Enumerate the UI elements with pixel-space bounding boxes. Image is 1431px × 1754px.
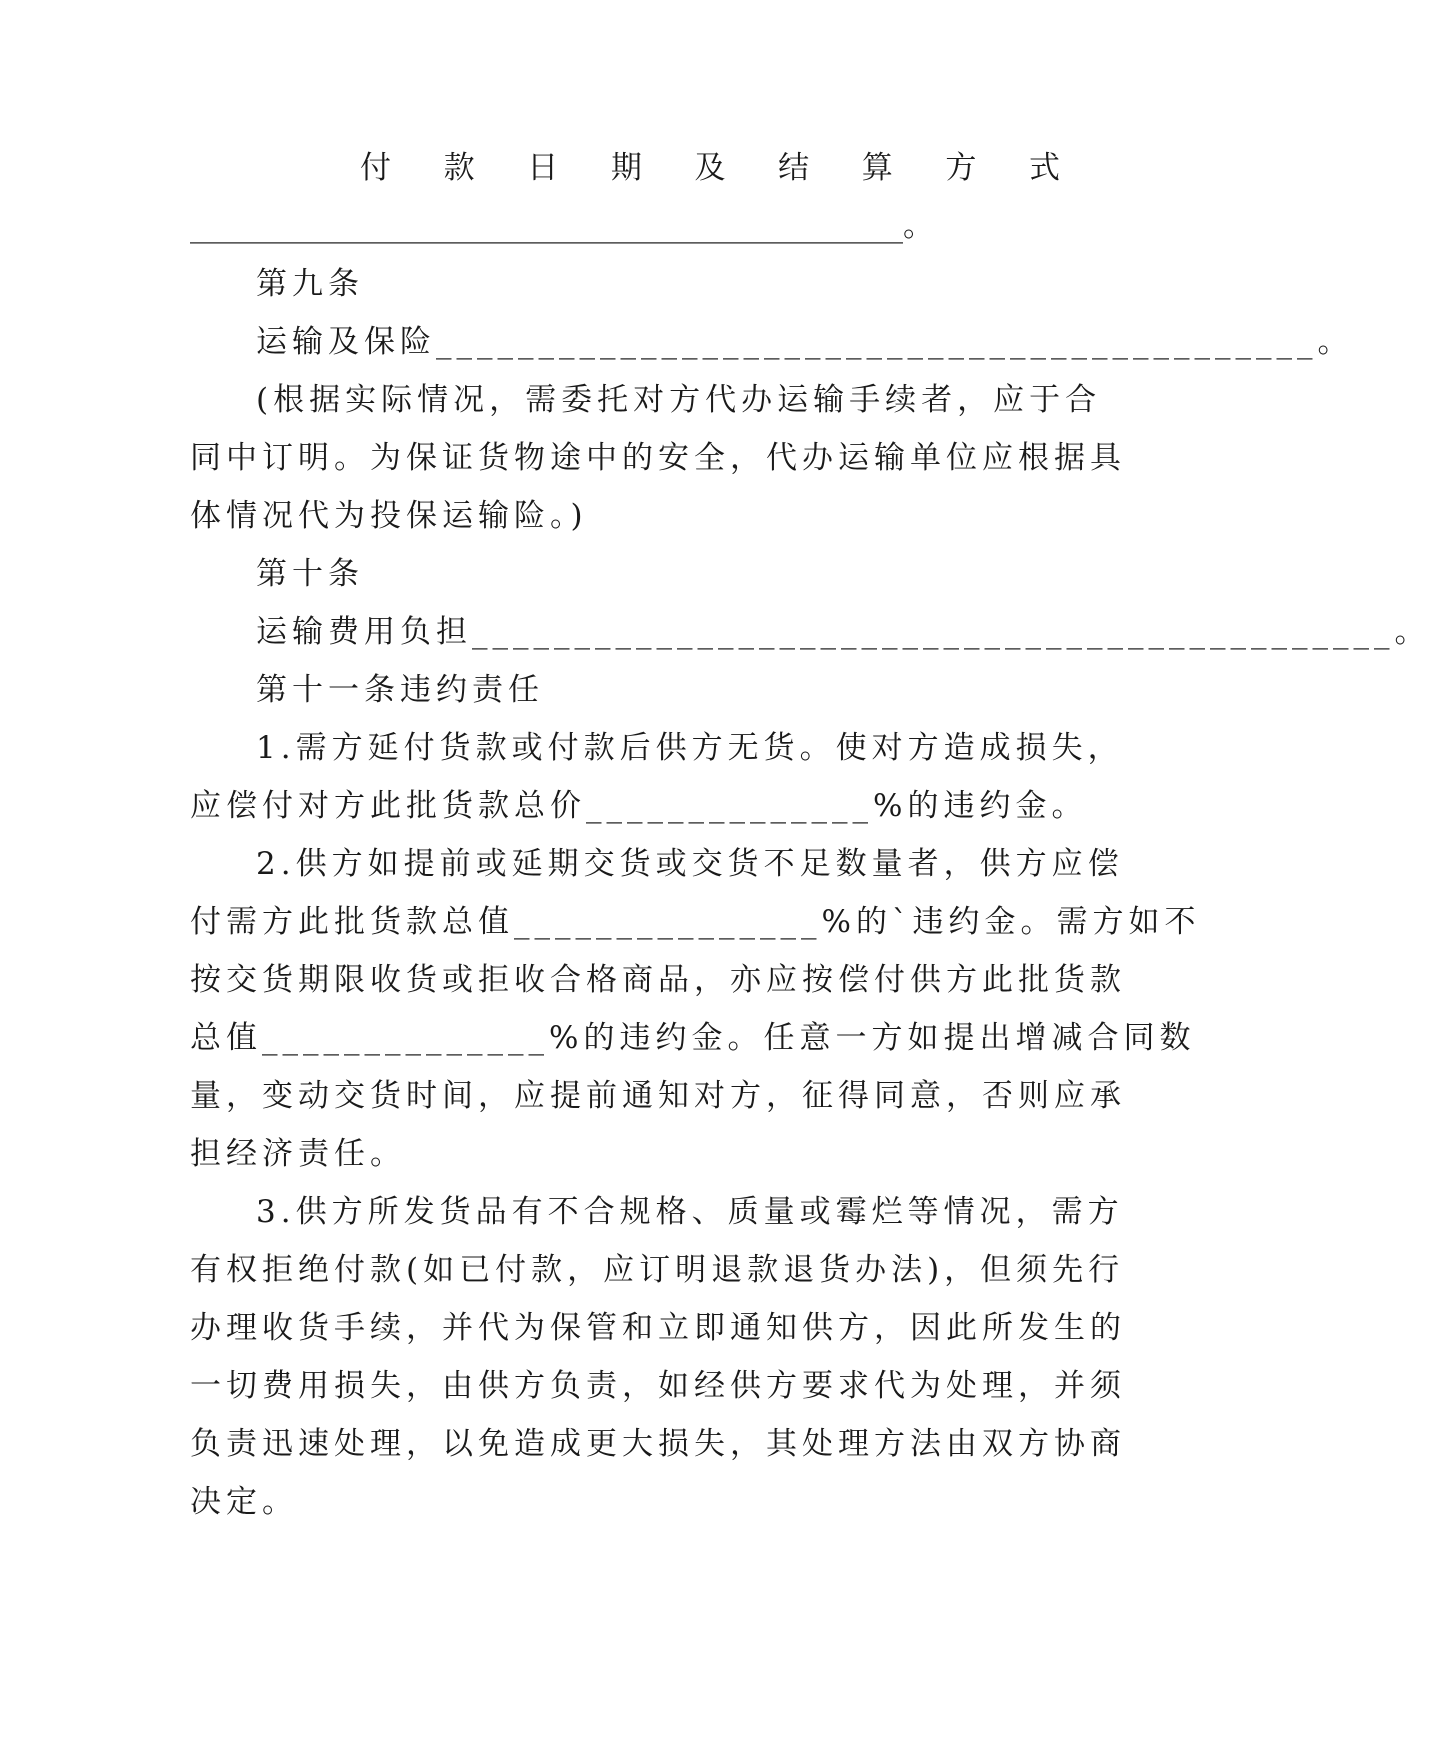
heading-char: 期 xyxy=(610,150,642,186)
paragraph-line: 应偿付对方此批货款总价______________%的违约金。 xyxy=(190,788,1088,824)
paragraph-line: 1.需方延付货款或付款后供方无货。使对方造成损失， xyxy=(256,730,1124,766)
paragraph-line: 同中订明。为保证货物途中的安全，代办运输单位应根据具 xyxy=(190,440,1126,476)
transport-cost-line: 运输费用负担_____________________________________________。 xyxy=(256,614,1431,650)
article-10-title: 第十条 xyxy=(256,556,364,592)
paragraph-line: 按交货期限收货或拒收合格商品，亦应按偿付供方此批货款 xyxy=(190,962,1126,998)
heading-char: 付 xyxy=(360,150,391,186)
heading-char: 方 xyxy=(945,150,977,186)
paragraph-line: 体情况代为投保运输险。) xyxy=(190,498,588,534)
payment-terms-blank: ______________________________________________。 xyxy=(190,208,934,244)
heading-char: 算 xyxy=(861,150,893,186)
heading-char: 式 xyxy=(1029,150,1060,186)
payment-terms-heading xyxy=(190,146,1060,190)
paragraph-line: 总值______________%的违约金。任意一方如提出增减合同数 xyxy=(190,1020,1196,1056)
paragraph-line: (根据实际情况，需委托对方代办运输手续者，应于合 xyxy=(256,382,1102,418)
paragraph-line: 负责迅速处理，以免造成更大损失，其处理方法由双方协商 xyxy=(190,1426,1126,1462)
transport-insurance-line: 运输及保险___________________________________________。 xyxy=(256,324,1354,360)
heading-char: 及 xyxy=(694,150,726,186)
paragraph-line: 一切费用损失，由供方负责，如经供方要求代为处理，并须 xyxy=(190,1368,1126,1404)
heading-char: 结 xyxy=(778,150,810,186)
heading-char: 日 xyxy=(527,150,559,186)
paragraph-line: 量，变动交货时间，应提前通知对方，征得同意，否则应承 xyxy=(190,1078,1126,1114)
paragraph-line: 担经济责任。 xyxy=(190,1136,406,1172)
paragraph-line: 办理收货手续，并代为保管和立即通知供方，因此所发生的 xyxy=(190,1310,1126,1346)
article-9-title: 第九条 xyxy=(256,266,364,302)
heading-char: 款 xyxy=(443,150,475,186)
paragraph-line: 决定。 xyxy=(190,1484,298,1520)
paragraph-line: 付需方此批货款总值_______________%的`违约金。需方如不 xyxy=(190,904,1201,940)
paragraph-line: 有权拒绝付款(如已付款，应订明退款退货办法)，但须先行 xyxy=(190,1252,1125,1288)
paragraph-line: 3.供方所发货品有不合规格、质量或霉烂等情况，需方 xyxy=(256,1194,1124,1230)
paragraph-line: 2.供方如提前或延期交货或交货不足数量者，供方应偿 xyxy=(256,846,1124,882)
article-11-title: 第十一条违约责任 xyxy=(256,672,544,708)
